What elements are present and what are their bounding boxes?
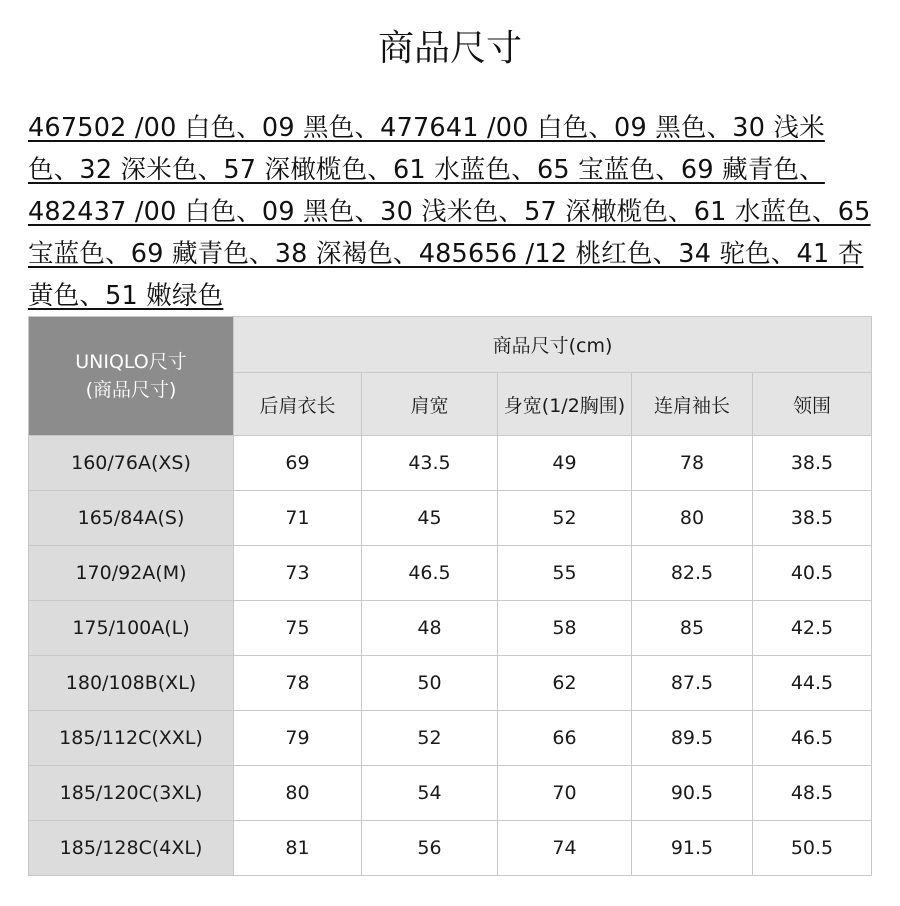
table-cell: 48.5	[753, 766, 872, 821]
table-cell: 56	[362, 821, 498, 876]
row-size-label: 160/76A(XS)	[29, 436, 234, 491]
table-row	[29, 656, 872, 711]
size-table	[28, 316, 872, 876]
table-cell: 69	[234, 436, 362, 491]
table-cell: 58	[498, 601, 632, 656]
table-cell: 80	[234, 766, 362, 821]
table-cell: 70	[498, 766, 632, 821]
table-cell: 54	[362, 766, 498, 821]
table-cell: 85	[632, 601, 753, 656]
table-cell: 45	[362, 491, 498, 546]
table-cell: 66	[498, 711, 632, 766]
row-size-label: 170/92A(M)	[29, 546, 234, 601]
table-cell: 74	[498, 821, 632, 876]
column-header-collar: 领围	[753, 373, 872, 436]
table-row	[29, 601, 872, 656]
column-header-body-width: 身宽(1/2胸围)	[498, 373, 632, 436]
table-cell: 79	[234, 711, 362, 766]
table-row	[29, 436, 872, 491]
table-cell: 91.5	[632, 821, 753, 876]
table-cell: 43.5	[362, 436, 498, 491]
size-column-header	[29, 317, 234, 436]
size-header-line2: (商品尺寸)	[85, 379, 177, 401]
product-color-description: 467502 /00 白色、09 黑色、477641 /00 白色、09 黑色、30 浅米色、32 深米色、57 深橄榄色、61 水蓝色、65 宝蓝色、69 藏青色、482437 /00 白色、09 黑色、30 浅米色、57 深橄榄色、61 水蓝色、65 宝蓝色、69 藏青色、38 深褐色、485656 /12 桃红色、34 驼色、41 杏黄色、51 嫩绿色	[28, 113, 871, 311]
page-title: 商品尺寸	[377, 28, 522, 69]
table-cell: 62	[498, 656, 632, 711]
column-header-back-length: 后肩衣长	[234, 373, 362, 436]
column-header-shoulder-width: 肩宽	[362, 373, 498, 436]
table-cell: 55	[498, 546, 632, 601]
table-cell: 82.5	[632, 546, 753, 601]
table-cell: 52	[362, 711, 498, 766]
row-size-label: 165/84A(S)	[29, 491, 234, 546]
table-cell: 50	[362, 656, 498, 711]
table-cell: 78	[234, 656, 362, 711]
table-row	[29, 491, 872, 546]
table-cell: 75	[234, 601, 362, 656]
table-cell: 50.5	[753, 821, 872, 876]
row-size-label: 180/108B(XL)	[29, 656, 234, 711]
table-cell: 81	[234, 821, 362, 876]
row-size-label: 175/100A(L)	[29, 601, 234, 656]
table-cell: 40.5	[753, 546, 872, 601]
table-cell: 49	[498, 436, 632, 491]
table-cell: 71	[234, 491, 362, 546]
table-cell: 87.5	[632, 656, 753, 711]
table-cell: 38.5	[753, 491, 872, 546]
table-cell: 46.5	[753, 711, 872, 766]
table-cell: 48	[362, 601, 498, 656]
table-cell: 44.5	[753, 656, 872, 711]
table-cell: 89.5	[632, 711, 753, 766]
table-header-row	[29, 317, 872, 373]
size-header-line1: UNIQLO尺寸	[75, 351, 187, 373]
table-cell: 80	[632, 491, 753, 546]
table-row	[29, 546, 872, 601]
table-cell: 52	[498, 491, 632, 546]
table-cell: 73	[234, 546, 362, 601]
table-row	[29, 711, 872, 766]
row-size-label: 185/120C(3XL)	[29, 766, 234, 821]
table-cell: 38.5	[753, 436, 872, 491]
table-row	[29, 821, 872, 876]
column-header-sleeve-length: 连肩袖长	[632, 373, 753, 436]
row-size-label: 185/128C(4XL)	[29, 821, 234, 876]
table-cell: 42.5	[753, 601, 872, 656]
table-cell: 90.5	[632, 766, 753, 821]
table-row	[29, 766, 872, 821]
table-cell: 46.5	[362, 546, 498, 601]
table-cell: 78	[632, 436, 753, 491]
row-size-label: 185/112C(XXL)	[29, 711, 234, 766]
measurements-group-header: 商品尺寸(cm)	[234, 317, 872, 373]
